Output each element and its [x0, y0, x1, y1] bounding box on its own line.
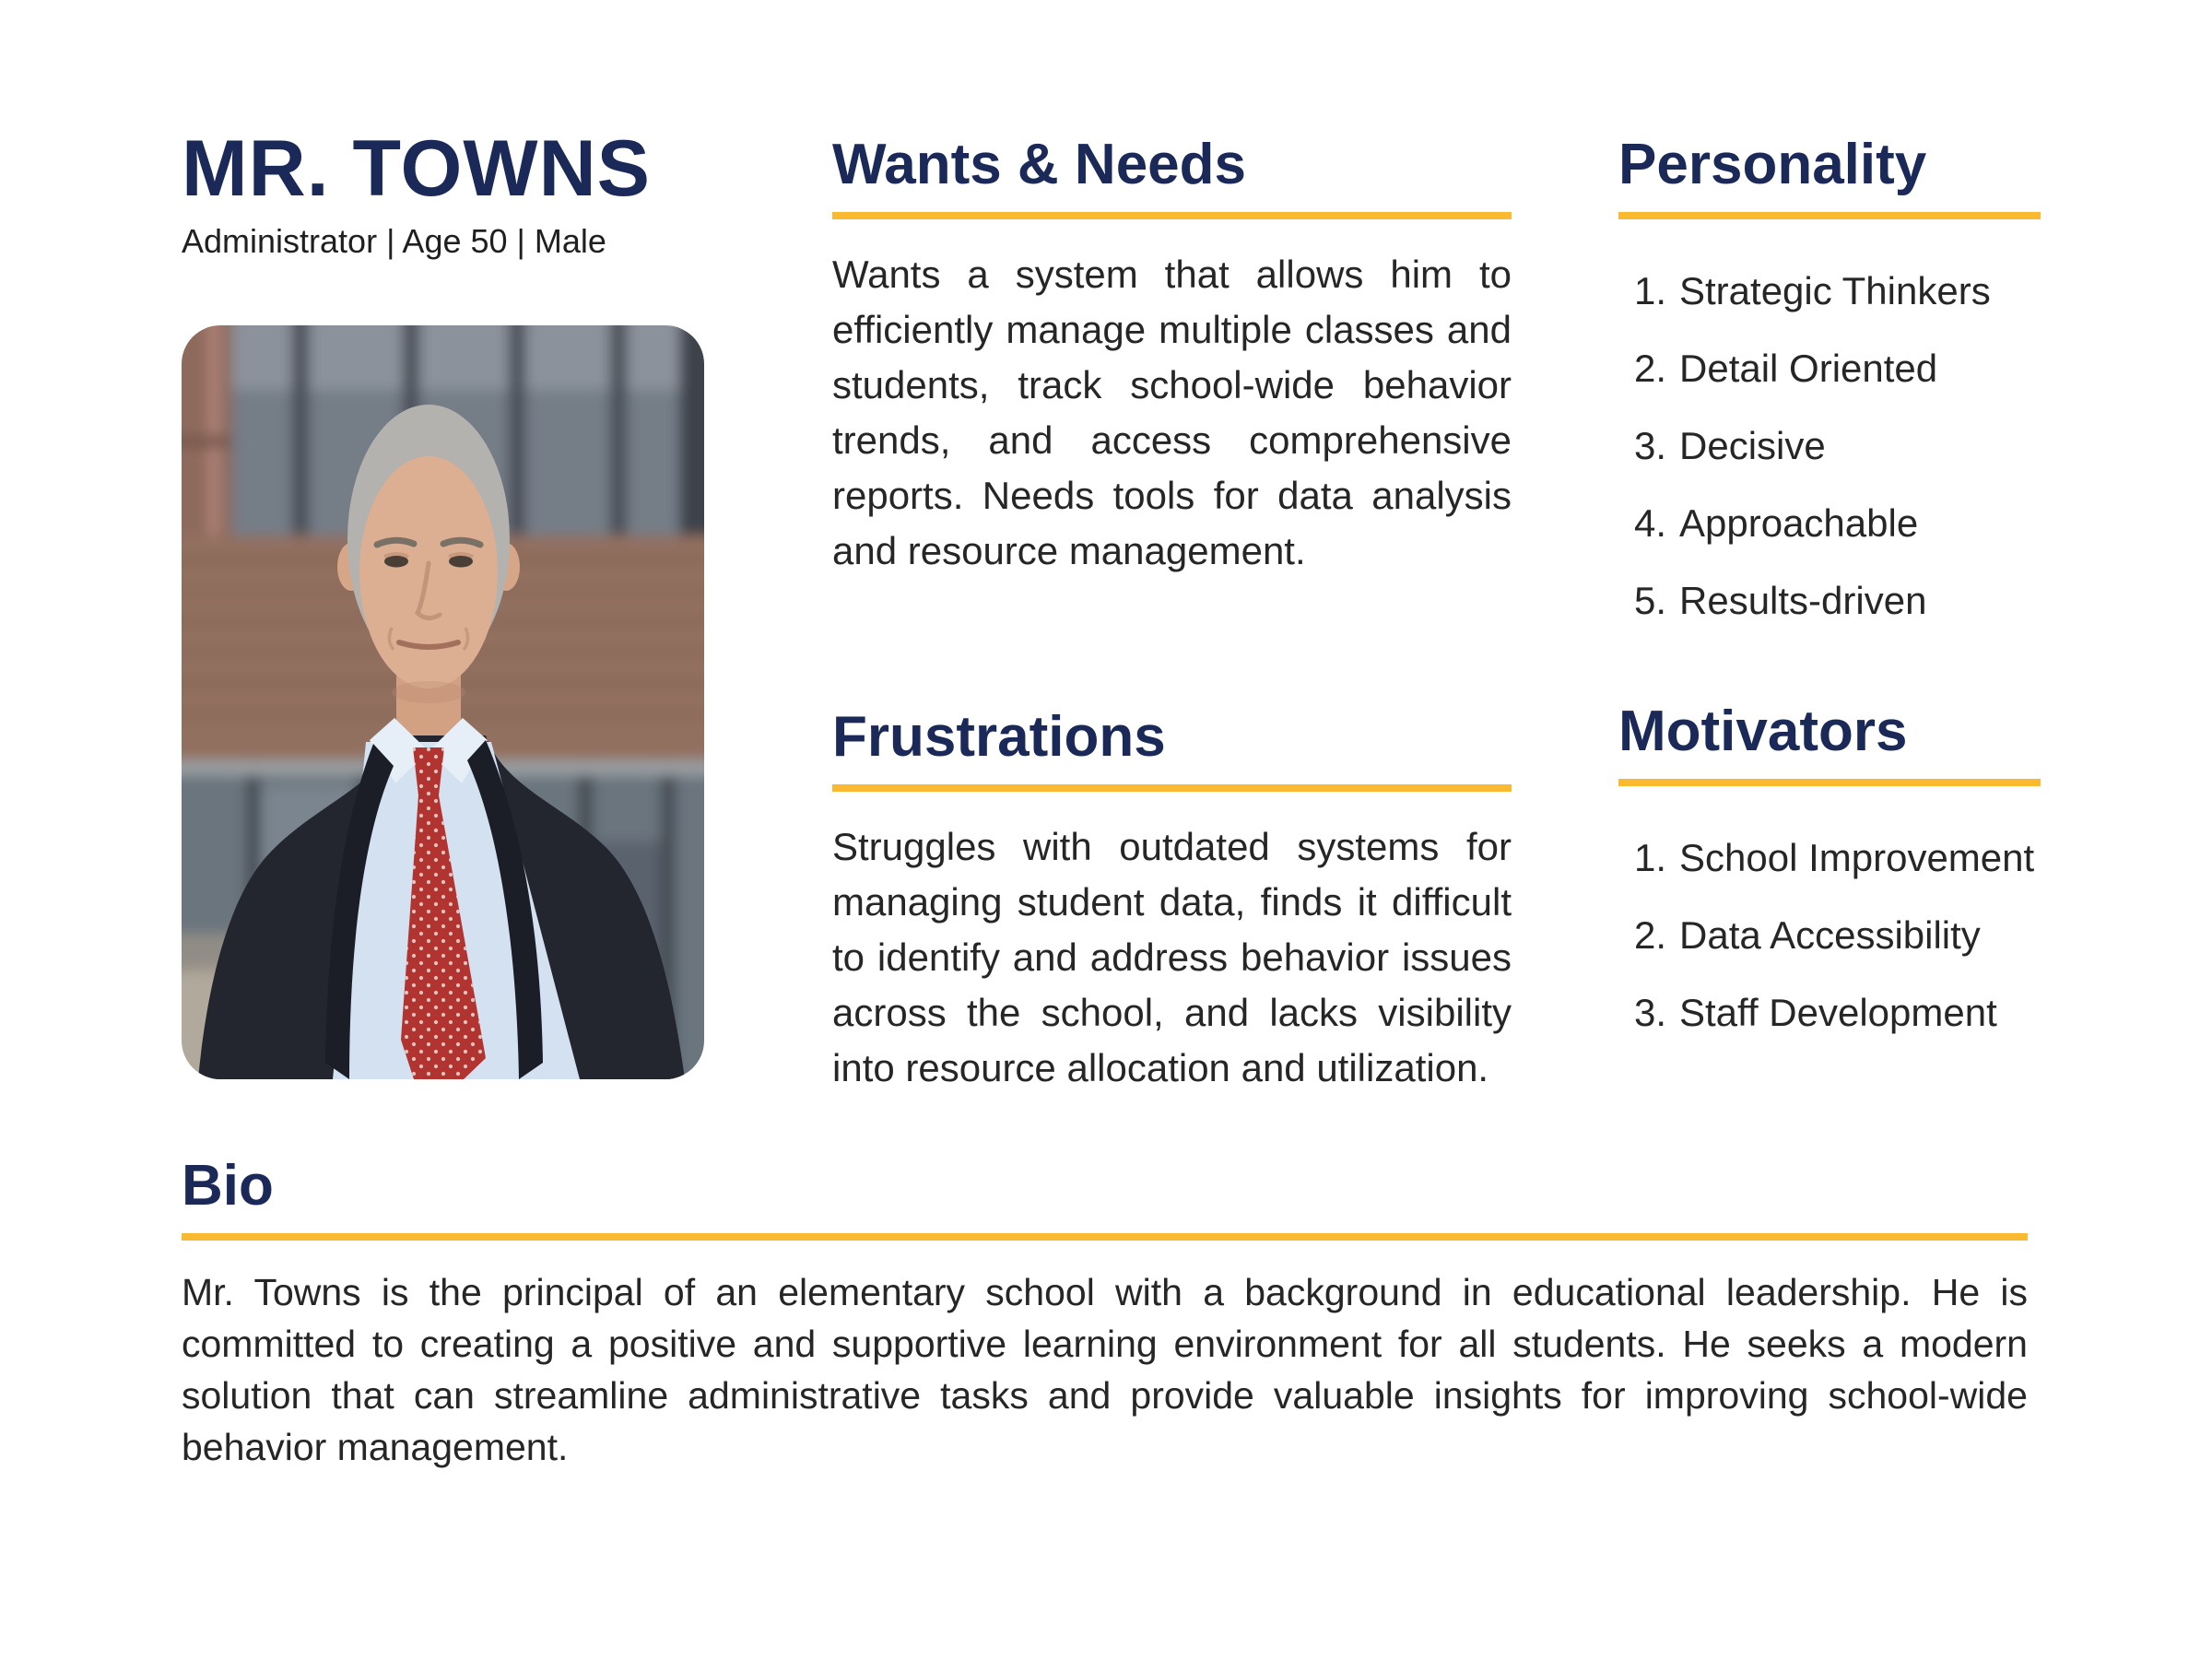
list-item: Decisive — [1679, 424, 1826, 468]
list-item: Detail Oriented — [1679, 347, 1938, 391]
section-frustrations — [832, 703, 1512, 1096]
list-item: Strategic Thinkers — [1679, 269, 1991, 313]
bio-underline — [182, 1233, 2028, 1241]
persona-name: MR. TOWNS — [182, 124, 652, 213]
frustrations-title: Frustrations — [832, 705, 1166, 769]
section-motivators — [1618, 698, 2041, 1052]
wants-needs-body: Wants a system that allows him to efficiently manage multiple classes and students, track school-wide behavior trends, and access comprehensive reports. Needs tools for data analysis and resource management. — [832, 253, 1512, 573]
list-item: Data Accessibility — [1679, 913, 1981, 958]
profile-photo — [182, 325, 704, 1079]
personality-title: Personality — [1618, 133, 1927, 196]
bio-title: Bio — [182, 1154, 274, 1218]
section-personality — [1618, 131, 2041, 640]
list-item: School Improvement — [1679, 836, 2035, 880]
list-item: Staff Development — [1679, 991, 1997, 1035]
personality-list — [1618, 253, 2041, 640]
motivators-title: Motivators — [1618, 700, 1908, 763]
list-item: Approachable — [1679, 501, 1919, 546]
section-wants-needs — [832, 131, 1512, 579]
personality-underline — [1618, 212, 2041, 219]
profile-header — [182, 125, 709, 1079]
motivators-list — [1618, 819, 2041, 1052]
frustrations-body: Struggles with outdated systems for managing student data, finds it difficult to identify and address behavior issues across the school, and lacks visibility into resource allocation and utilization. — [832, 825, 1512, 1090]
wants-needs-title: Wants & Needs — [832, 133, 1247, 196]
persona-meta: Administrator | Age 50 | Male — [182, 221, 606, 260]
bio-body: Mr. Towns is the principal of an elementary school with a background in educational leadership. He is committed to creating a positive and supportive learning environment for all students. He seeks a modern solution that can streamline administrative tasks and provide valuable insights for improving school-wide behavior management. — [182, 1271, 2028, 1469]
wants-needs-underline — [832, 212, 1512, 219]
section-bio — [182, 1152, 2028, 1473]
list-item: Results-driven — [1679, 579, 1927, 623]
motivators-underline — [1618, 779, 2041, 786]
frustrations-underline — [832, 784, 1512, 792]
profile-photo-illustration — [182, 325, 704, 1079]
